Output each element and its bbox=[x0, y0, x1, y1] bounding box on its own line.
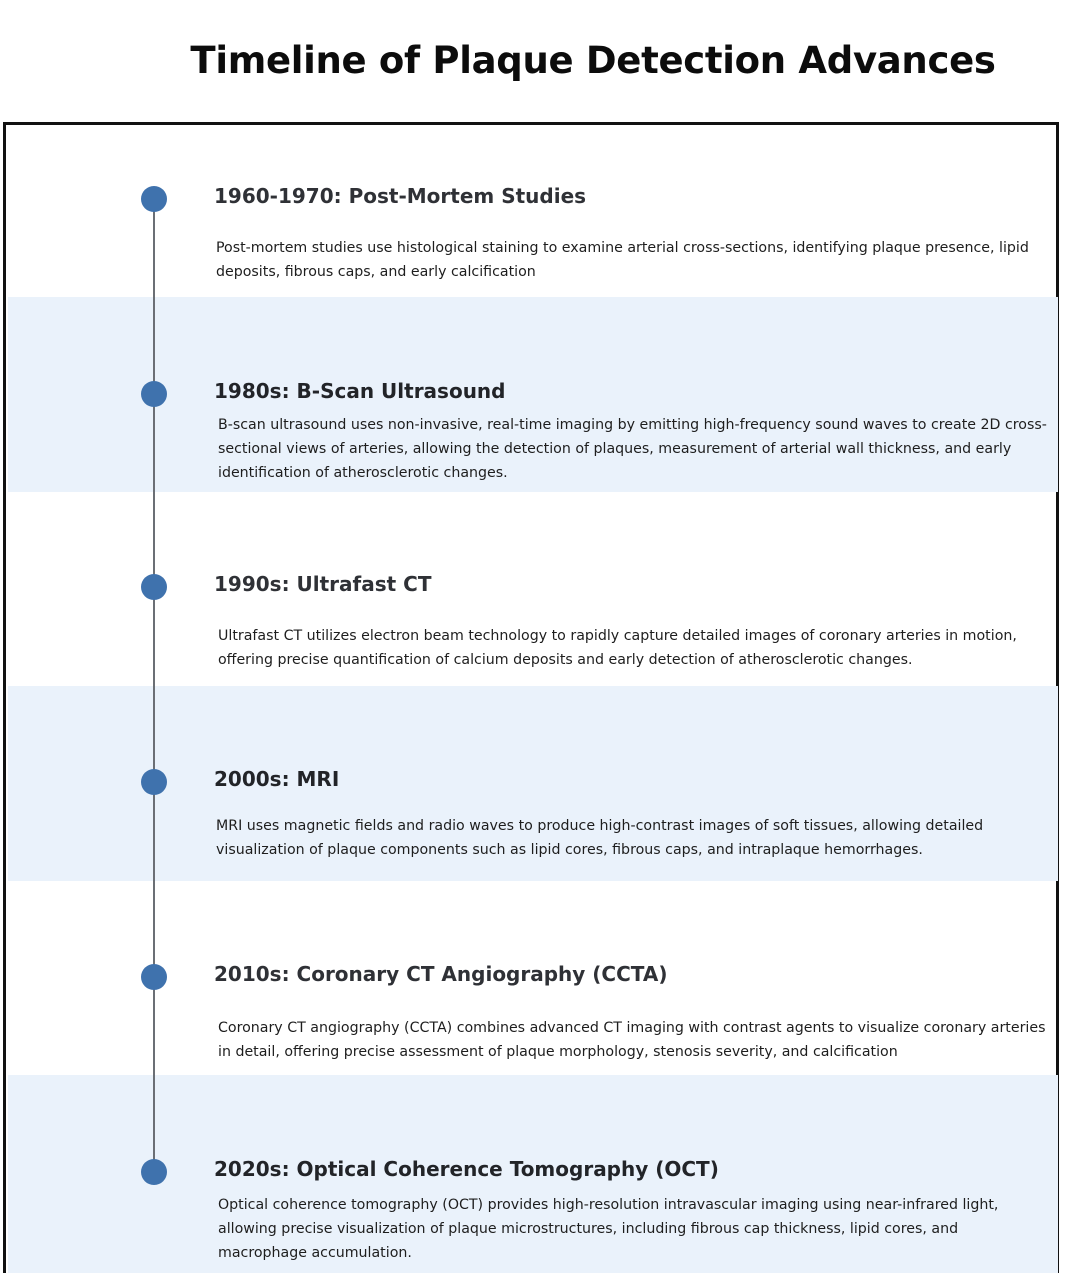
timeline-dot-1960 bbox=[141, 186, 167, 212]
timeline-dot-2020s bbox=[141, 1159, 167, 1185]
event-heading-2010s: 2010s: Coronary CT Angiography (CCTA) bbox=[214, 962, 668, 986]
timeline-line bbox=[153, 199, 155, 1171]
timeline-dot-2010s bbox=[141, 964, 167, 990]
timeline-dot-1990s bbox=[141, 574, 167, 600]
timeline-dot-2000s bbox=[141, 769, 167, 795]
event-description-1960: Post-mortem studies use histological staining to examine arterial cross-sections, identifying plaque presence, lipid deposits, fibrous caps, and early calcification bbox=[216, 240, 1029, 280]
event-heading-1980s: 1980s: B-Scan Ultrasound bbox=[214, 379, 506, 403]
event-description-1990s: Ultrafast CT utilizes electron beam technology to rapidly capture detailed images of coronary arteries in motion, offering precise quantification of calcium deposits and early detection of atherosclerotic changes. bbox=[218, 628, 1017, 668]
event-heading-2020s: 2020s: Optical Coherence Tomography (OCT) bbox=[214, 1157, 719, 1181]
diagram-title: Timeline of Plaque Detection Advances bbox=[190, 39, 996, 82]
event-description-2000s: MRI uses magnetic fields and radio waves to produce high-contrast images of soft tissues, allowing detailed visualization of plaque components such as lipid cores, fibrous caps, and intraplaque hemorrhages. bbox=[216, 818, 984, 858]
timeline-dot-1980s bbox=[141, 381, 167, 407]
event-description-2020s: Optical coherence tomography (OCT) provides high-resolution intravascular imaging using near-infrared light, allowing precise visualization of plaque microstructures, including fibrous cap thickness, lipid cores, and macrophage accumulation. bbox=[218, 1197, 999, 1261]
event-heading-1990s: 1990s: Ultrafast CT bbox=[214, 572, 432, 596]
event-heading-1960: 1960-1970: Post-Mortem Studies bbox=[214, 184, 587, 208]
event-description-2010s: Coronary CT angiography (CCTA) combines advanced CT imaging with contrast agents to visualize coronary arteries in detail, offering precise assessment of plaque morphology, stenosis severity, and calcification bbox=[218, 1020, 1046, 1060]
event-description-1980s: B-scan ultrasound uses non-invasive, real-time imaging by emitting high-frequency sound waves to create 2D cross-sectional views of arteries, allowing the detection of plaques, measurement of arterial wall thickness, and early identification of atherosclerotic changes. bbox=[218, 417, 1047, 481]
event-heading-2000s: 2000s: MRI bbox=[214, 767, 340, 791]
title-box bbox=[3, 3, 1059, 125]
